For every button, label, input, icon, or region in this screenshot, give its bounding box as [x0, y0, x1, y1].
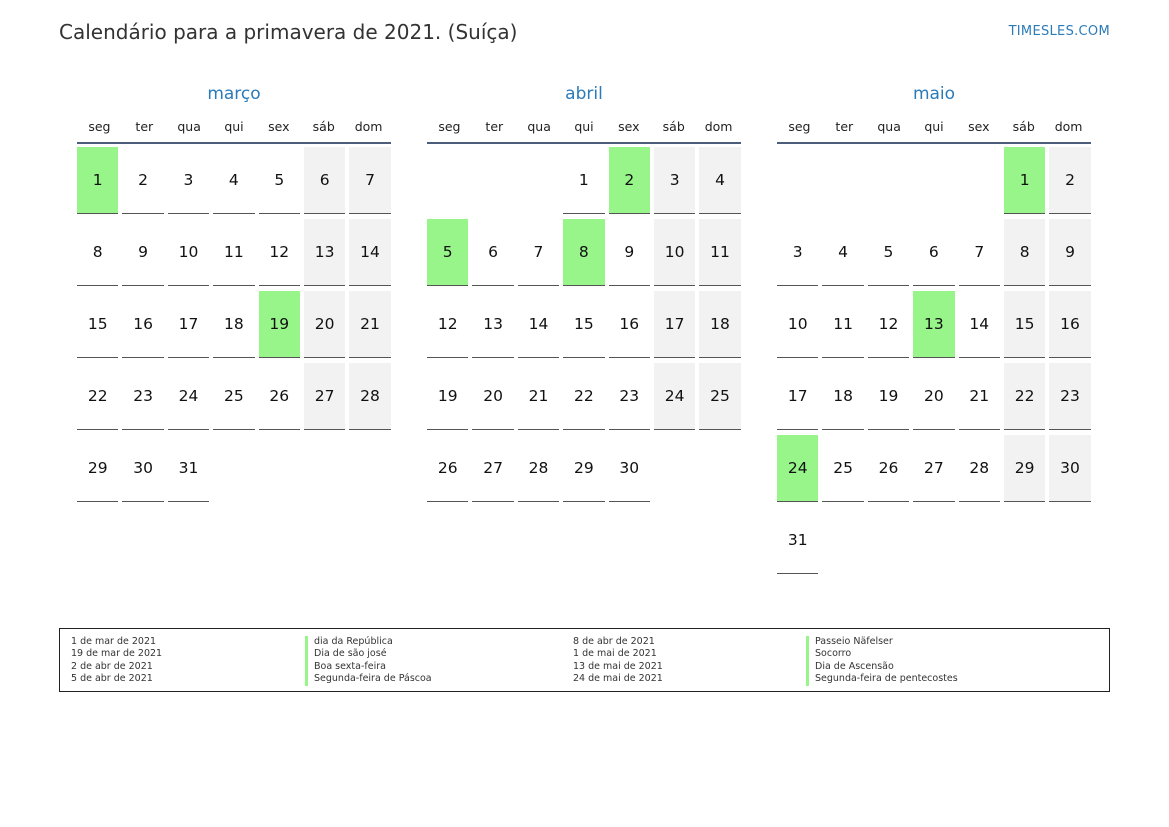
day-cell: 23: [122, 363, 163, 430]
day-cell: 23: [609, 363, 650, 430]
day-cell: 6: [913, 219, 954, 286]
month-name: maio: [912, 84, 956, 104]
day-cell: 19: [427, 363, 468, 430]
day-cell: 29: [563, 435, 604, 502]
weekday-label: sex: [618, 119, 640, 134]
day-cell: 30: [1049, 435, 1090, 502]
day-cell: 4: [822, 219, 863, 286]
day-cell: 7: [518, 219, 559, 286]
legend-names-col-2: [806, 636, 958, 686]
weekday-label: sáb: [662, 119, 685, 134]
day-cell: 6: [304, 147, 345, 214]
legend-dates-col-1: [71, 636, 162, 686]
legend-holiday-name: Passeio Näfelser: [806, 636, 958, 648]
day-cell: 21: [959, 363, 1000, 430]
day-cell: 16: [1049, 291, 1090, 358]
weekday-label: seg: [88, 119, 111, 134]
weekday-label: qua: [877, 119, 901, 134]
day-cell: 10: [654, 219, 695, 286]
day-cell: 24: [654, 363, 695, 430]
day-cell: 29: [1004, 435, 1045, 502]
day-cell: 3: [777, 219, 818, 286]
day-cell: 18: [213, 291, 254, 358]
day-cell: 8: [1004, 219, 1045, 286]
day-cell: 20: [304, 291, 345, 358]
weekday-label: seg: [438, 119, 461, 134]
day-cell: 11: [822, 291, 863, 358]
day-cell: 16: [122, 291, 163, 358]
legend-names-col-1: [305, 636, 432, 686]
day-cell: 23: [1049, 363, 1090, 430]
legend-holiday-name: dia da República: [305, 636, 432, 648]
weekday-header: [77, 106, 391, 144]
weekday-label: qui: [574, 119, 594, 134]
day-cell: 14: [349, 219, 390, 286]
day-cell: 15: [1004, 291, 1045, 358]
day-cell: 30: [609, 435, 650, 502]
month-calendar-1: [427, 82, 741, 502]
month-name: março: [207, 84, 261, 104]
weekday-label: sáb: [312, 119, 335, 134]
holiday-legend: [59, 628, 1110, 692]
legend-date: 2 de abr de 2021: [71, 660, 153, 672]
legend-date: 19 de mar de 2021: [71, 648, 163, 660]
day-cell: 21: [349, 291, 390, 358]
day-cell: 31: [777, 507, 818, 574]
day-cell: 29: [77, 435, 118, 502]
day-cell: 5: [868, 219, 909, 286]
day-cell: 16: [609, 291, 650, 358]
day-cell: 22: [77, 363, 118, 430]
day-cell-holiday: 5: [427, 219, 468, 286]
weekday-label: qui: [924, 119, 944, 134]
day-cell: 8: [77, 219, 118, 286]
weekday-header: [427, 106, 741, 144]
day-cell: 22: [1004, 363, 1045, 430]
day-cell: 10: [168, 219, 209, 286]
day-cell: 12: [259, 219, 300, 286]
page-title: Calendário para a primavera de 2021. (Suíça): [59, 20, 518, 44]
day-cell: 26: [868, 435, 909, 502]
legend-date: 5 de abr de 2021: [71, 673, 153, 685]
empty-cell: [427, 147, 468, 213]
day-cell: 12: [427, 291, 468, 358]
day-cell: 25: [213, 363, 254, 430]
day-cell: 12: [868, 291, 909, 358]
day-cell: 13: [472, 291, 513, 358]
weekday-label: dom: [1054, 119, 1083, 134]
month-calendar-0: [77, 82, 391, 502]
day-cell: 15: [77, 291, 118, 358]
month-calendar-2: [777, 82, 1091, 574]
day-cell-holiday: 13: [913, 291, 954, 358]
day-cell-holiday: 1: [1004, 147, 1045, 214]
day-cell: 24: [168, 363, 209, 430]
day-cell-holiday: 2: [609, 147, 650, 214]
day-cell: 17: [777, 363, 818, 430]
empty-cell: [959, 147, 1000, 213]
weekday-label: qua: [527, 119, 551, 134]
empty-cell: [822, 147, 863, 213]
site-link[interactable]: TIMESLES.COM: [1008, 24, 1110, 39]
day-cell: 2: [122, 147, 163, 214]
day-grid: [427, 147, 741, 502]
day-cell: 21: [518, 363, 559, 430]
day-cell: 28: [959, 435, 1000, 502]
day-cell: 28: [518, 435, 559, 502]
day-cell: 17: [168, 291, 209, 358]
weekday-label: dom: [354, 119, 383, 134]
day-cell: 14: [959, 291, 1000, 358]
day-cell: 1: [563, 147, 604, 214]
day-cell: 27: [913, 435, 954, 502]
day-cell: 25: [699, 363, 740, 430]
day-cell: 9: [609, 219, 650, 286]
day-cell: 7: [959, 219, 1000, 286]
day-grid: [77, 147, 391, 502]
legend-holiday-name: Dia de Ascensão: [806, 661, 958, 673]
weekday-label: seg: [788, 119, 811, 134]
month-name: abril: [565, 84, 603, 104]
day-cell: 11: [699, 219, 740, 286]
weekday-label: ter: [835, 119, 854, 134]
weekday-label: ter: [485, 119, 504, 134]
weekday-label: qui: [224, 119, 244, 134]
weekday-header: [777, 106, 1091, 144]
day-cell: 3: [168, 147, 209, 214]
day-cell-holiday: 1: [77, 147, 118, 214]
legend-holiday-name: Segunda-feira de Páscoa: [305, 673, 432, 685]
day-cell: 14: [518, 291, 559, 358]
day-cell: 13: [304, 219, 345, 286]
legend-holiday-name: Segunda-feira de pentecostes: [806, 673, 958, 685]
weekday-label: dom: [704, 119, 733, 134]
day-cell: 27: [304, 363, 345, 430]
day-cell: 18: [699, 291, 740, 358]
day-cell: 18: [822, 363, 863, 430]
day-cell: 20: [913, 363, 954, 430]
day-cell: 10: [777, 291, 818, 358]
day-cell: 19: [868, 363, 909, 430]
day-cell: 27: [472, 435, 513, 502]
day-cell: 9: [1049, 219, 1090, 286]
legend-date: 1 de mar de 2021: [71, 636, 157, 647]
weekday-label: qua: [177, 119, 201, 134]
day-cell: 2: [1049, 147, 1090, 214]
day-cell-holiday: 19: [259, 291, 300, 358]
day-cell: 31: [168, 435, 209, 502]
legend-dates-col-2: [573, 636, 663, 686]
empty-cell: [777, 147, 818, 213]
legend-date: 13 de mai de 2021: [573, 660, 663, 672]
day-cell: 25: [822, 435, 863, 502]
empty-cell: [913, 147, 954, 213]
day-cell: 5: [259, 147, 300, 214]
day-cell-holiday: 8: [563, 219, 604, 286]
weekday-label: ter: [135, 119, 154, 134]
day-cell: 20: [472, 363, 513, 430]
day-cell: 30: [122, 435, 163, 502]
day-cell: 17: [654, 291, 695, 358]
legend-holiday-name: Boa sexta-feira: [305, 661, 432, 673]
legend-date: 8 de abr de 2021: [573, 636, 655, 647]
legend-holiday-name: Dia de são josé: [305, 648, 432, 660]
legend-date: 24 de mai de 2021: [573, 673, 663, 685]
day-cell: 6: [472, 219, 513, 286]
day-cell: 3: [654, 147, 695, 214]
legend-holiday-name: Socorro: [806, 648, 958, 660]
day-cell: 28: [349, 363, 390, 430]
day-grid: [777, 147, 1091, 574]
weekday-label: sex: [268, 119, 290, 134]
day-cell: 7: [349, 147, 390, 214]
day-cell: 9: [122, 219, 163, 286]
empty-cell: [868, 147, 909, 213]
weekday-label: sex: [968, 119, 990, 134]
day-cell: 4: [213, 147, 254, 214]
day-cell: 26: [259, 363, 300, 430]
empty-cell: [518, 147, 559, 213]
weekday-label: sáb: [1012, 119, 1035, 134]
day-cell: 4: [699, 147, 740, 214]
day-cell: 22: [563, 363, 604, 430]
day-cell: 26: [427, 435, 468, 502]
day-cell-holiday: 24: [777, 435, 818, 502]
day-cell: 15: [563, 291, 604, 358]
day-cell: 11: [213, 219, 254, 286]
legend-date: 1 de mai de 2021: [573, 648, 657, 660]
empty-cell: [472, 147, 513, 213]
